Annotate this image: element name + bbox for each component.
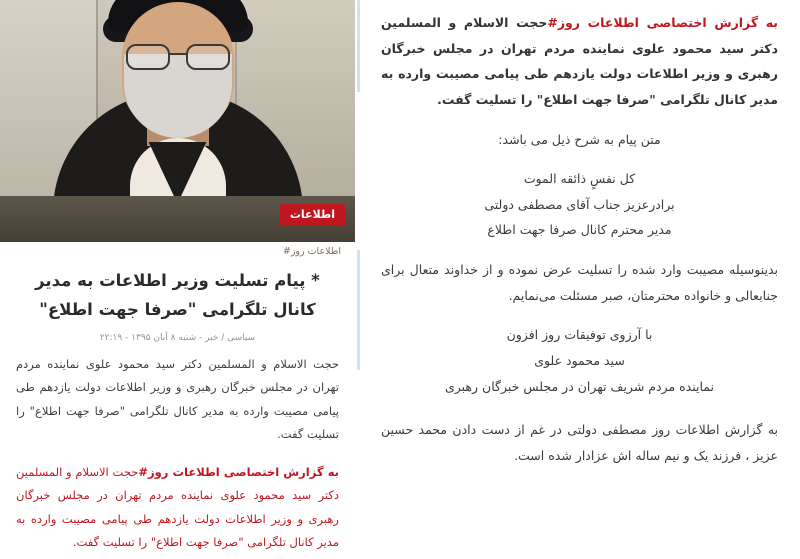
message-condolence: بدينوسيله مصيبت وارد شده را تسليت عرض نموده و از خداوند متعال برای جنابعالی و خانواده محترمتان، صبر مسئلت می‌نمايم. xyxy=(381,262,778,303)
message-lead xyxy=(381,10,778,113)
edge-marker-top xyxy=(357,0,360,92)
article-highlight-tag: به گزارش اختصاصی اطلاعات روز# xyxy=(138,464,339,479)
message-panel xyxy=(355,0,800,559)
message-intro-block xyxy=(381,127,778,153)
edge-marker-middle xyxy=(357,250,360,370)
salutation-line: مدير محترم كانال صرفا جهت اطلاع xyxy=(487,222,672,238)
article-photo xyxy=(0,0,355,242)
salutation-line: برادرعزيز جناب آقای مصطفی دولتی xyxy=(484,196,675,212)
salutation-line: كل نفسٍ ذائقه الموت xyxy=(523,171,636,187)
article-highlight xyxy=(0,451,355,559)
message-lead-tag: به گزارش اختصاصی اطلاعات روز# xyxy=(547,15,778,30)
article-source: اطلاعات روز# xyxy=(282,245,341,257)
message-salutation-block xyxy=(381,166,778,243)
article-meta: سياسی / خبر - شنبه ۸ آبان ۱۳۹۵ - ۲۲:۱۹ xyxy=(99,332,256,343)
message-intro: متن پيام به شرح ذيل می باشد: xyxy=(498,131,661,147)
message-condolence-block xyxy=(381,257,778,308)
message-lead-text: حجت الاسلام و المسلمين دكتر سيد محمود علوی نماينده مردم تهران در مجلس خبرگان رهبری و وزير اطلاعات دولت يازدهم طی پيامی مصيبت وارده به مدير كانال تلگرامی "صرفا جهت اطلاع" را تسليت گفت. xyxy=(381,15,778,107)
glasses-icon xyxy=(126,44,230,66)
message-signature-block xyxy=(381,322,778,399)
signature-line: با آرزوی توفيقات روز افزون xyxy=(506,327,653,343)
article-highlight-text: حجت الاسلام و المسلمين دكتر سيد محمود علوی نماينده مردم تهران در مجلس خبرگان رهبری و وزير اطلاعات دولت يازدهم طی پيامی مصيبت وارده به مدير كانال تلگرامی "صرفا جهت اطلاع" را تسليت گفت. xyxy=(16,464,339,550)
signature-line: نماينده مردم شريف تهران در مجلس خبرگان رهبری xyxy=(444,378,715,394)
message-closing: به گزارش اطلاعات روز مصطفی دولتی در غم از دست دادن محمد حسين عزيز ، فرزند يک و نيم ساله اش عزادار شده است. xyxy=(381,422,778,463)
article-title: * پيام تسليت وزير اطلاعات به مدير كانال تلگرامی "صرفا جهت اطلاع" xyxy=(35,270,320,319)
publisher-logo: اطلاعات xyxy=(280,204,345,226)
article-body: حجت الاسلام و المسلمين دكتر سيد محمود علوی نماينده مردم تهران در مجلس خبرگان رهبری و وزير اطلاعات دولت يازدهم طی پيامی مصيبت وارده به مدير كانال تلگرامی "صرفا جهت اطلاع" را تسليت گفت. xyxy=(16,356,339,442)
signature-line: سيد محمود علوی xyxy=(534,352,625,368)
article-panel xyxy=(0,0,355,559)
